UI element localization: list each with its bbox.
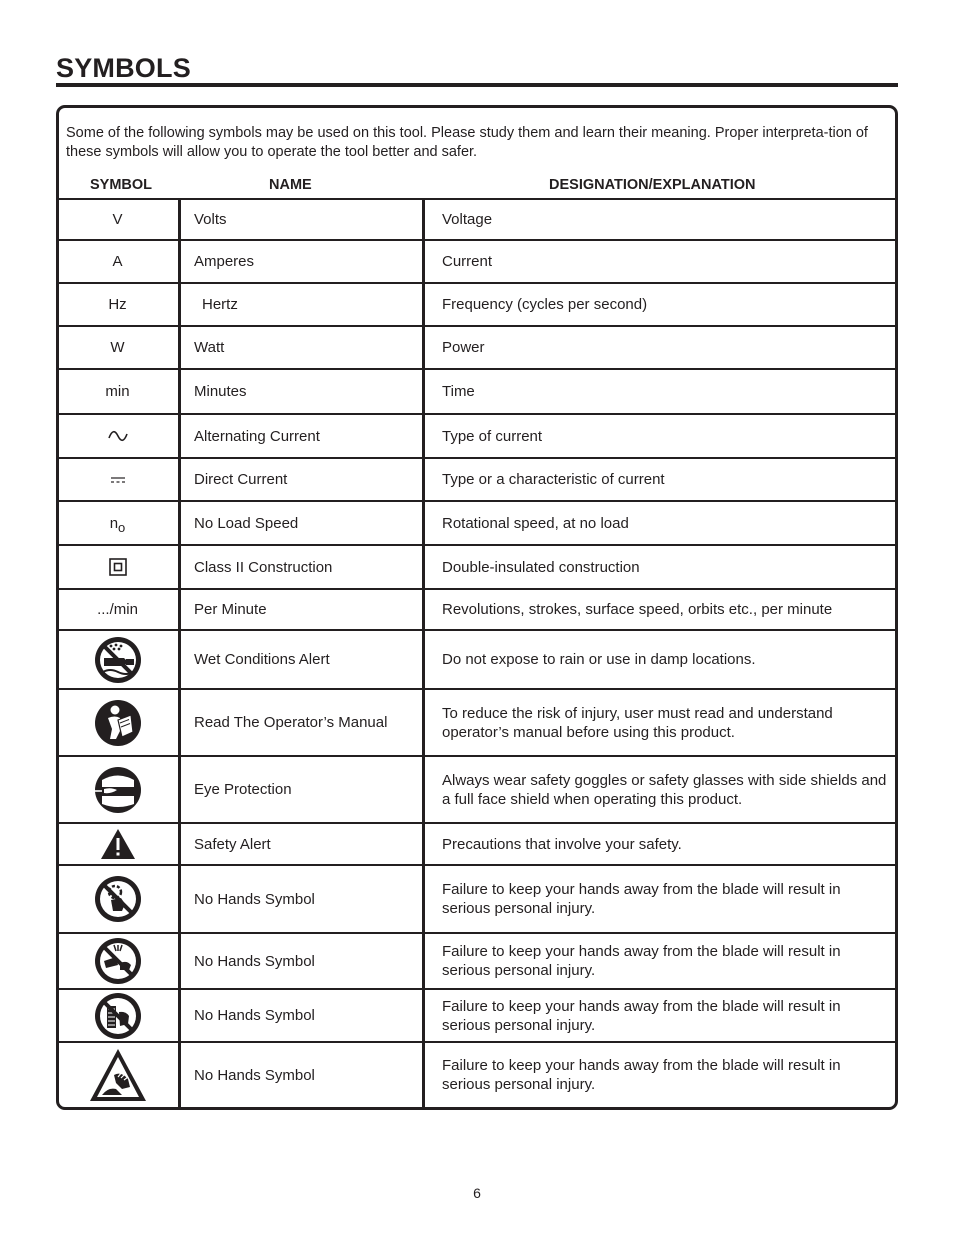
symbol-main-text: n <box>109 514 119 532</box>
symbol-cell <box>59 415 176 457</box>
table-row <box>59 502 895 544</box>
table-row <box>59 866 895 932</box>
column-header-designation: DESIGNATION/EXPLANATION <box>549 177 756 193</box>
symbol-cell: A <box>112 253 123 270</box>
name-cell: No Hands Symbol <box>194 1007 315 1024</box>
symbols-panel <box>56 105 898 1110</box>
name-cell: Hertz <box>202 296 238 313</box>
alternating-current-icon <box>107 429 129 443</box>
symbol-cell <box>59 502 176 544</box>
symbol-cell <box>59 631 176 688</box>
description-cell: To reduce the risk of injury, user must read and understand operator’s manual before using this product. <box>442 704 833 741</box>
description-cell: Precautions that involve your safety. <box>442 835 682 853</box>
name-cell: Direct Current <box>194 471 288 488</box>
class-ii-construction-icon <box>109 558 127 576</box>
direct-current-icon <box>110 476 126 484</box>
symbol-cell <box>59 546 176 588</box>
symbol-cell: .../min <box>97 601 138 618</box>
description-cell: Rotational speed, at no load <box>442 514 629 532</box>
symbol-subscript: o <box>118 519 126 535</box>
table-row <box>59 1043 895 1107</box>
name-cell: Safety Alert <box>194 835 271 853</box>
symbol-cell: min <box>105 383 130 400</box>
table-row <box>59 631 895 688</box>
description-cell: Power <box>442 339 485 356</box>
column-header-symbol: SYMBOL <box>90 177 153 193</box>
description-cell: Do not expose to rain or use in damp locations. <box>442 651 756 668</box>
description-cell: Revolutions, strokes, surface speed, orbits etc., per minute <box>442 601 833 618</box>
safety-alert-icon <box>100 828 136 860</box>
name-cell: Eye Protection <box>194 781 292 798</box>
description-cell: Failure to keep your hands away from the blade will result in serious personal injury. <box>442 881 841 917</box>
table-row <box>59 415 895 457</box>
symbol-cell <box>59 824 176 864</box>
no-hands-icon <box>94 937 142 985</box>
table-row <box>59 990 895 1041</box>
name-cell: Minutes <box>194 383 247 400</box>
description-cell: Type or a characteristic of current <box>442 471 665 488</box>
page-title: SYMBOLS <box>56 53 191 83</box>
name-cell: Read The Operator’s Manual <box>194 714 388 731</box>
table-row <box>59 241 895 282</box>
column-header-name: NAME <box>269 177 312 193</box>
symbol-cell <box>59 866 176 932</box>
symbol-cell <box>59 934 176 988</box>
table-row <box>59 824 895 864</box>
no-hands-icon <box>94 875 142 923</box>
intro-text: Some of the following symbols may be used on this tool. Please study them and learn their meaning. Proper interpreta-tion of these symbols will allow you to operate the tool better and safer. <box>66 125 868 160</box>
description-cell: Double-insulated construction <box>442 558 640 576</box>
description-cell: Frequency (cycles per second) <box>442 296 648 313</box>
name-cell: Volts <box>194 211 227 228</box>
name-cell: No Hands Symbol <box>194 952 315 970</box>
name-cell: No Hands Symbol <box>194 890 315 908</box>
symbol-cell <box>59 990 176 1041</box>
table-row <box>59 757 895 822</box>
no-hands-icon <box>94 992 142 1040</box>
name-cell: Class II Construction <box>194 558 333 576</box>
name-cell: Per Minute <box>194 601 267 618</box>
table-row <box>59 690 895 755</box>
table-row <box>59 934 895 988</box>
description-cell: Failure to keep your hands away from the blade will result in serious personal injury. <box>442 1057 841 1093</box>
description-cell: Always wear safety goggles or safety glasses with side shields and a full face shield when operating this product. <box>442 771 887 808</box>
symbol-cell: W <box>110 339 125 356</box>
name-cell: Watt <box>194 339 225 356</box>
table-row <box>59 459 895 500</box>
symbol-cell <box>59 690 176 755</box>
title-rule <box>56 83 898 87</box>
table-row <box>59 370 895 413</box>
table-row <box>59 200 895 239</box>
eye-protection-icon <box>92 766 144 814</box>
hand-hazard-warning-icon <box>88 1047 148 1103</box>
symbol-cell <box>59 757 176 822</box>
description-cell: Type of current <box>442 427 543 445</box>
table-row <box>59 327 895 368</box>
name-cell: No Load Speed <box>194 514 299 532</box>
description-cell: Time <box>442 383 475 400</box>
page-number: 6 <box>473 1185 481 1201</box>
symbol-cell <box>59 1043 176 1107</box>
description-cell: Failure to keep your hands away from the blade will result in serious personal injury. <box>442 943 841 979</box>
description-cell: Voltage <box>442 211 493 228</box>
read-manual-icon <box>94 699 142 747</box>
name-cell: No Hands Symbol <box>194 1066 315 1084</box>
wet-conditions-alert-icon <box>94 636 142 684</box>
symbol-cell <box>59 459 176 500</box>
name-cell: Alternating Current <box>194 427 320 445</box>
table-row <box>59 284 895 325</box>
symbol-cell: Hz <box>108 296 127 313</box>
symbol-cell: V <box>112 211 123 228</box>
name-cell: Amperes <box>194 253 255 270</box>
description-cell: Failure to keep your hands away from the blade will result in serious personal injury. <box>442 997 841 1034</box>
name-cell: Wet Conditions Alert <box>194 651 330 668</box>
description-cell: Current <box>442 253 493 270</box>
table-row <box>59 590 895 629</box>
table-row <box>59 546 895 588</box>
